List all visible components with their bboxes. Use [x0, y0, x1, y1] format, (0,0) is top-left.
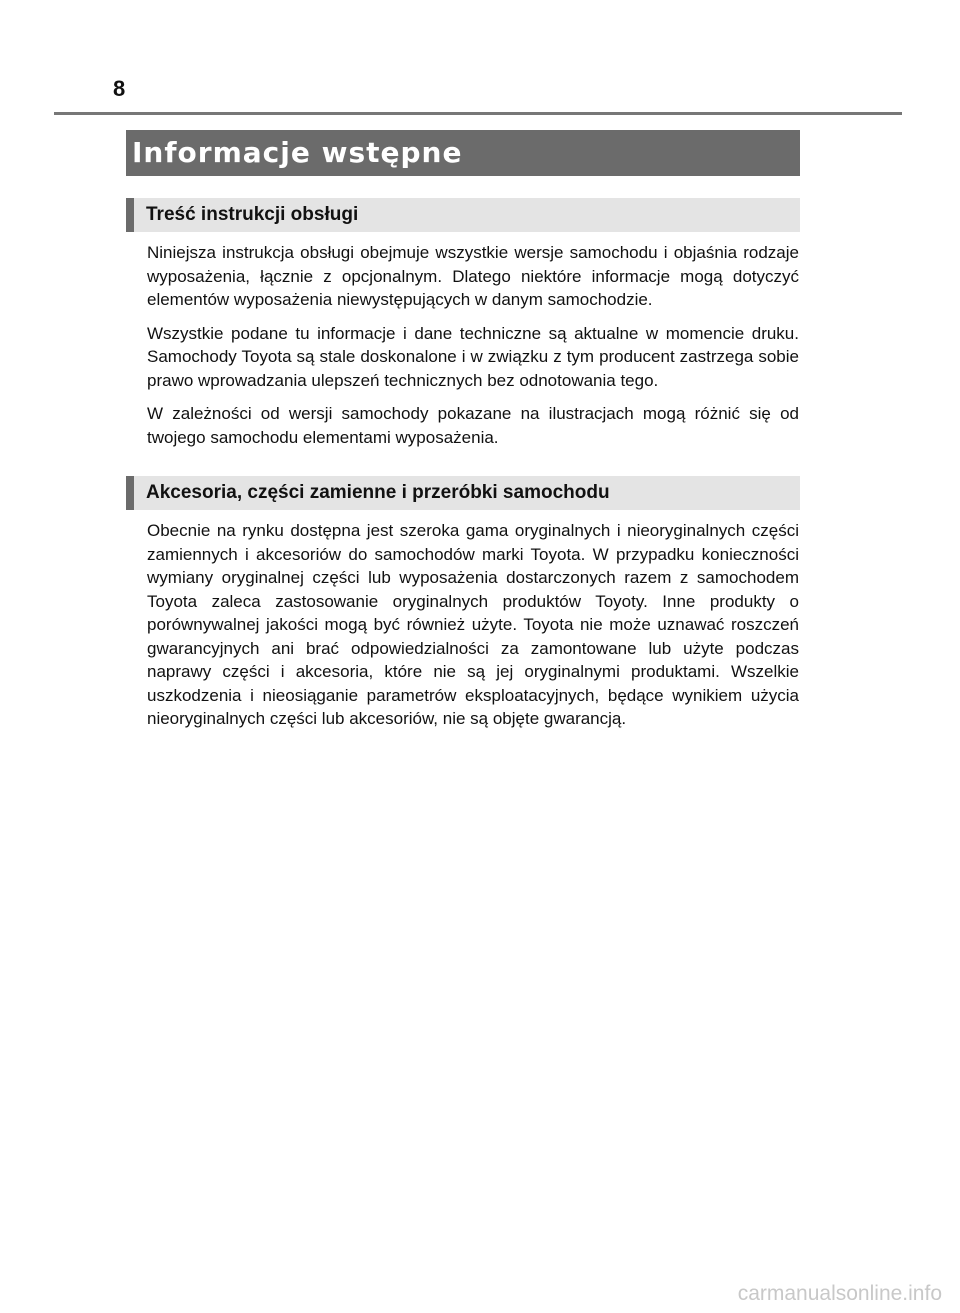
- main-title: Informacje wstępne: [132, 136, 463, 169]
- header-rule: [54, 112, 902, 115]
- section-body-contents: [147, 241, 799, 459]
- page-number: 8: [113, 76, 126, 101]
- main-title-bar: [126, 130, 800, 176]
- paragraph: Obecnie na rynku dostępna jest szeroka gama oryginalnych i nieoryginalnych części zamiennych i akcesoriów do samochodów marki Toyota. W przypadku konieczności wymiany oryginalnej części lub wyposażenia dostarczonych razem z samochodem Toyota zaleca zastosowanie oryginalnych produktów Toyoty. Inne produkty o porównywalnej jakości mogą być również użyte. Toyota nie może uznawać roszczeń gwarancyjnych ani brać odpowiedzialności za zamontowane lub użyte podczas naprawy części i akcesoria, które nie są jej oryginalnymi produktami. Wszelkie uszkodzenia i nieosiąganie parametrów eksploatacyjnych, będące wynikiem użycia nieoryginalnych części lub akcesoriów, nie są objęte gwarancją.: [147, 521, 799, 728]
- watermark: carmanualsonline.info: [737, 1282, 942, 1305]
- paragraph: Wszystkie podane tu informacje i dane techniczne są aktualne w momencie druku. Samochody Toyota są stale doskonalone i w związku z tym producent zastrzega sobie prawo wprowadzania ulepszeń technicznych bez odnotowania tego.: [147, 323, 799, 390]
- section-title: Treść instrukcji obsługi: [146, 204, 359, 225]
- section-heading-contents: [126, 198, 800, 232]
- section-heading-accessories: [126, 476, 800, 510]
- paragraph: W zależności od wersji samochody pokazane na ilustracjach mogą różnić się od twojego samochodu elementami wyposażenia.: [147, 404, 799, 447]
- section-body-accessories: [147, 519, 799, 741]
- section-title: Akcesoria, części zamienne i przeróbki samochodu: [146, 482, 610, 503]
- paragraph: Niniejsza instrukcja obsługi obejmuje wszystkie wersje samochodu i objaśnia rodzaje wyposażenia, łącznie z opcjonalnym. Dlatego niektóre informacje mogą dotyczyć elementów wyposażenia niewystępujących w danym samochodzie.: [147, 243, 799, 309]
